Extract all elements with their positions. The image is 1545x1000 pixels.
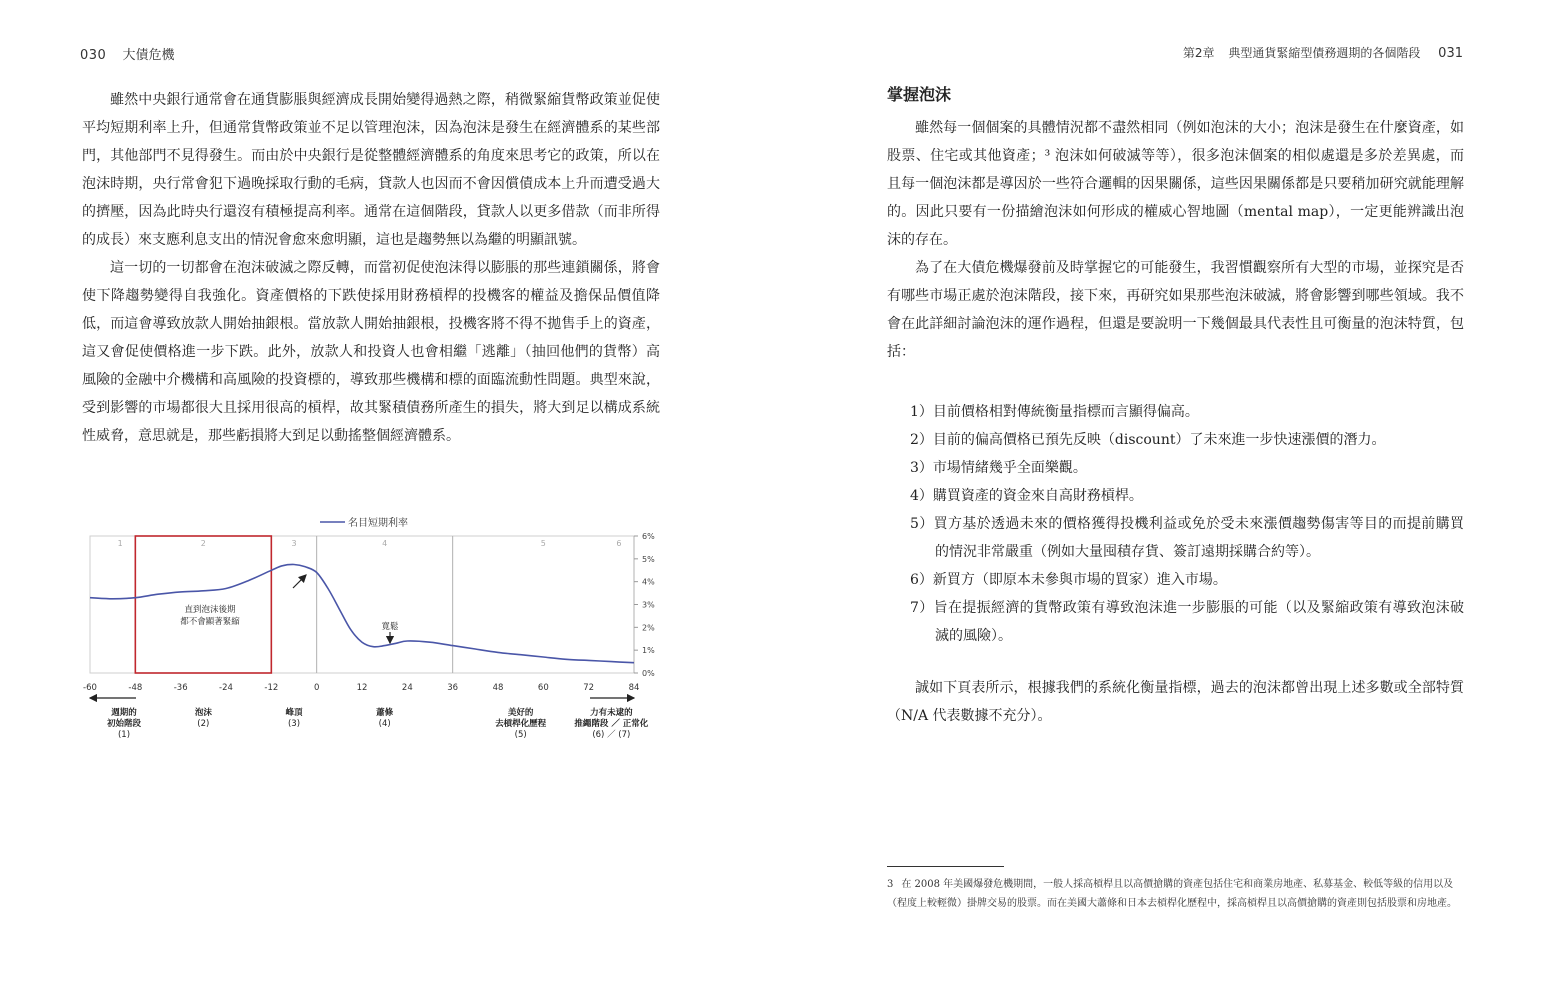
- footnote-rule: [887, 866, 1004, 867]
- footnote-text: 在 2008 年美國爆發危機期間，一般人採高槓桿且以高價搶購的資產包括住宅和商業房地產、私募基金、較低等級的信用以及（程度上較輕微）掛牌交易的股票。而在美國大蕭條和日本去槓桿化歷程中，採高槓桿且以高價搶購的資產則包括股票和房地產。: [887, 879, 1457, 909]
- stage-number: 1: [117, 539, 123, 548]
- paragraph: 雖然中央銀行通常會在通貨膨脹與經濟成長開始變得過熱之際，稍微緊縮貨幣政策並促使平均短期利率上升，但通常貨幣政策並不足以管理泡沫，因為泡沫是發生在經濟體系的某些部門，其他部門不見得發生。而由於中央銀行是從整體經濟體系的角度來思考它的政策，所以在泡沫時期，央行常會犯下過晚採取行動的毛病，貸款人也因而不會因償債成本上升而遭受過大的擠壓，因為此時央行還沒有積極提高利率。通常在這個階段，貸款人以更多借款（而非所得的成長）來支應利息支出的情況會愈來愈明顯，這也是趨勢無以為繼的明顯訊號。: [82, 92, 660, 248]
- list-item: 2）目前的偏高價格已預先反映（discount）了未來進一步快速漲價的潛力。: [910, 432, 1386, 448]
- y-tick-label: 1%: [642, 646, 655, 656]
- stage-number: 6: [616, 539, 622, 548]
- stage-number: 2: [200, 539, 206, 548]
- peak-arrow: [293, 575, 306, 588]
- list-item: 4）購買資產的資金來自高財務槓桿。: [910, 488, 1143, 504]
- chapter-label: 第2章: [1182, 46, 1215, 60]
- easing-label: 寬鬆: [381, 622, 399, 632]
- x-tick-label: -48: [128, 683, 143, 693]
- right-running-header: [1183, 44, 1463, 61]
- stage-label-line: 推繩階段 ／ 正常化: [574, 719, 649, 729]
- bubble-characteristics-list: [887, 398, 1464, 650]
- series-line: [90, 564, 634, 662]
- stage-label-line: 力有未逮的: [590, 708, 633, 718]
- x-tick-label: 60: [537, 683, 549, 693]
- stage-label-line: 峰頂: [285, 708, 303, 718]
- book-title: 大債危機: [122, 48, 175, 63]
- left-page-number: 030: [80, 48, 107, 63]
- right-page-number: 031: [1438, 46, 1463, 61]
- x-tick-label: 84: [628, 683, 640, 693]
- legend-label: 名目短期利率: [348, 518, 408, 529]
- x-tick-label: 48: [492, 683, 504, 693]
- y-tick-label: 4%: [642, 577, 655, 587]
- stage-number: 5: [540, 539, 546, 548]
- y-tick-label: 6%: [642, 532, 655, 541]
- list-item: 1）目前價格相對傳統衡量指標而言顯得偏高。: [910, 404, 1199, 420]
- x-tick-label: -36: [173, 683, 188, 693]
- stage-label-line: (1): [117, 730, 131, 740]
- paragraph: 為了在大債危機爆發前及時掌握它的可能發生，我習慣觀察所有大型的市場，並探究是否有哪些市場正處於泡沫階段，接下來，再研究如果那些泡沫破滅，將會影響到哪些領域。我不會在此詳細討論泡沫的運作過程，但還是要說明一下幾個最具代表性且可衡量的泡沫特質，包括：: [887, 260, 1464, 360]
- bubble-note-line-1: 直到泡沫後期: [184, 605, 236, 615]
- stage-label-line: 泡沫: [194, 708, 212, 718]
- footnote: [887, 875, 1464, 913]
- list-item: 7）旨在提振經濟的貨幣政策有導致泡沫進一步膨脹的可能（以及緊縮政策有導致泡沫破滅的風險）。: [910, 600, 1464, 644]
- stage-label-line: 去槓桿化歷程: [495, 719, 547, 729]
- y-tick-label: 5%: [642, 554, 655, 564]
- paragraph: 雖然每一個個案的具體情況都不盡然相同（例如泡沫的大小；泡沫是發生在什麼資產，如股票、住宅或其他資產；³ 泡沫如何破滅等等），很多泡沫個案的相似處還是多於差異處，而且每一個泡沫都是導因於一些符合邏輯的因果關係，這些因果關係都是只要稍加研究就能理解的。因此只要有一份描繪泡沫如何形成的權威心智地圖（mental map），一定更能辨識出泡沫的存在。: [887, 120, 1464, 248]
- stage-label-line: 美好的: [507, 708, 534, 718]
- stage-label-line: 蕭條: [376, 708, 394, 718]
- stage-label-line: 初始階段: [106, 719, 142, 729]
- paragraph: 這一切的一切都會在泡沫破滅之際反轉，而當初促使泡沫得以膨脹的那些連鎖關係，將會使下降趨勢變得自我強化。資產價格的下跌使採用財務槓桿的投機客的權益及擔保品價值降低，而這會導致放款人開始抽銀根。當放款人開始抽銀根，投機客將不得不拋售手上的資產，這又會促使價格進一步下跌。此外，放款人和投資人也會相繼「逃離」（抽回他們的貨幣）高風險的金融中介機構和高風險的投資標的，導致那些機構和標的面臨流動性問題。典型來說，受到影響的市場都很大且採用很高的槓桿，故其緊積債務所產生的損失，將大到足以構成系統性威脅，意思就是，那些虧損將大到足以動搖整個經濟體系。: [82, 260, 660, 444]
- stage-number: 3: [291, 539, 297, 548]
- y-tick-label: 3%: [642, 600, 655, 610]
- left-page: [0, 0, 772, 1000]
- stage-label-line: 週期的: [111, 708, 137, 718]
- right-body-text: [887, 114, 1464, 730]
- left-body-text: [82, 86, 660, 450]
- x-tick-label: 24: [401, 683, 413, 693]
- left-running-header: [80, 44, 174, 63]
- closing-paragraph: 誠如下頁表所示，根據我們的系統化衡量指標，過去的泡沫都曾出現上述多數或全部特質（N/A 代表數據不充分）。: [887, 680, 1464, 724]
- x-tick-label: -12: [264, 683, 279, 693]
- x-tick-label: 0: [313, 683, 320, 693]
- list-item: 6）新買方（即原本未參與市場的買家）進入市場。: [910, 572, 1227, 588]
- list-item: 5）買方基於透過未來的價格獲得投機利益或免於受未來漲價趨勢傷害等目的而提前購買的情況非常嚴重（例如大量囤積存貨、簽訂遠期採購合約等）。: [910, 516, 1464, 560]
- x-tick-label: -24: [219, 683, 233, 693]
- section-title: 掌握泡沫: [887, 85, 952, 104]
- stage-label-line: (2): [197, 719, 210, 729]
- y-tick-label: 2%: [642, 623, 655, 633]
- stage-label-line: (6) ／ (7): [592, 730, 631, 740]
- x-tick-label: 72: [583, 683, 595, 693]
- x-tick-label: 12: [356, 683, 368, 693]
- stage-number: 4: [382, 539, 388, 548]
- interest-rate-chart: [0, 500, 772, 750]
- right-page: [772, 0, 1545, 1000]
- stage-label-line: (5): [514, 730, 527, 740]
- bubble-note-line-2: 都不會顯著緊縮: [180, 617, 240, 627]
- x-tick-label: 36: [447, 683, 459, 693]
- list-item: 3）市場情緒幾乎全面樂觀。: [910, 460, 1087, 476]
- footnote-number: 3: [887, 879, 894, 890]
- x-tick-label: -60: [83, 683, 97, 693]
- stage-label-line: (3): [287, 719, 301, 729]
- stage-label-line: (4): [378, 719, 391, 729]
- chapter-title: 典型通貨緊縮型債務週期的各個階段: [1228, 46, 1421, 60]
- y-tick-label: 0%: [642, 669, 655, 678]
- plot-frame: [90, 536, 634, 673]
